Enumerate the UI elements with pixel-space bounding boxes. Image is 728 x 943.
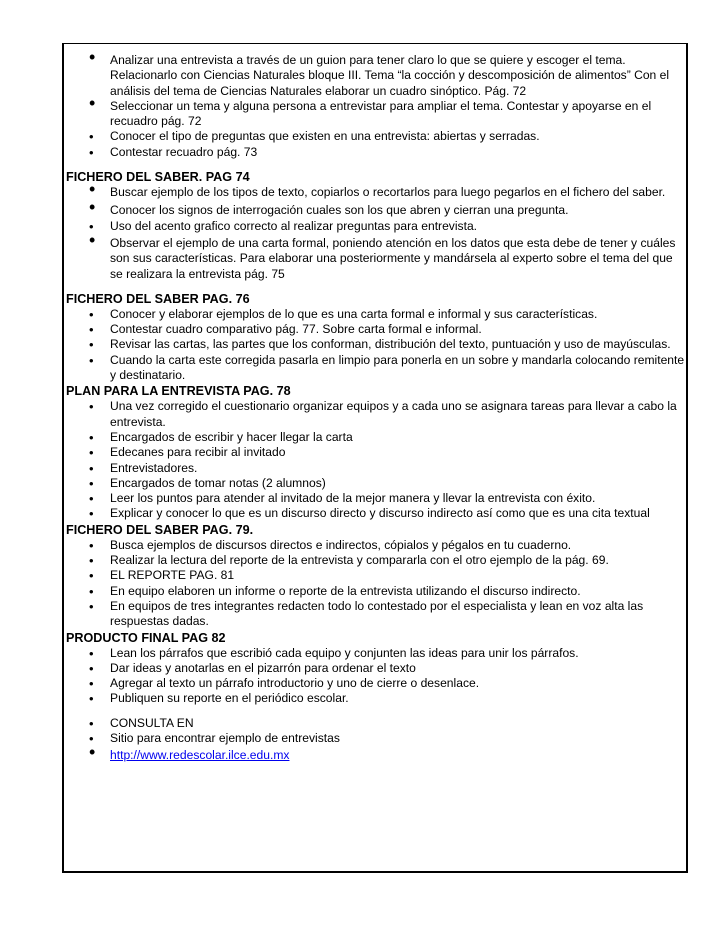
bullet-icon: •: [89, 506, 94, 522]
list-item: • CONSULTA EN: [89, 715, 194, 731]
bullet-icon: •: [89, 129, 94, 145]
bullet-icon: •: [89, 660, 94, 676]
bullet-icon: •: [89, 553, 94, 569]
section-list: [66, 538, 688, 630]
bullet-icon: •: [89, 429, 94, 445]
list-item: • Sitio para encontrar ejemplo de entrevistas: [89, 730, 340, 746]
bullet-icon: •: [89, 218, 94, 234]
bullet-icon: •: [89, 197, 96, 218]
section-plan-78: [66, 383, 688, 521]
bullet-icon: •: [89, 306, 94, 322]
list-item: • Leer los puntos para atender al invitado de la mejor manera y llevar la entrevista con éxito.: [89, 491, 596, 507]
section-heading: FICHERO DEL SABER PAG. 76: [66, 291, 250, 306]
list-item: • Encargados de tomar notas (2 alumnos): [89, 475, 326, 491]
section-heading: PLAN PARA LA ENTREVISTA PAG. 78: [66, 384, 291, 399]
bullet-icon: •: [89, 144, 94, 160]
list-item: • Agregar al texto un párrafo introductorio y uno de cierre o desenlace.: [89, 676, 480, 692]
bullet-icon: •: [89, 645, 94, 661]
bullet-icon: •: [89, 475, 94, 491]
list-item: • Seleccionar un tema y alguna persona a entrevistar para ampliar el tema. Contestar y apoyarse en el recuadro pág. 72: [89, 92, 652, 129]
section-list: [66, 646, 688, 707]
list-item: [66, 742, 688, 763]
bullet-icon: •: [89, 460, 94, 476]
section-heading: PRODUCTO FINAL PAG 82: [66, 630, 226, 645]
bullet-icon: •: [89, 742, 96, 763]
section-fichero-79: [66, 522, 688, 630]
bullet-icon: •: [89, 537, 94, 553]
bullet-icon: •: [89, 445, 94, 461]
bullet-icon: •: [89, 399, 94, 415]
list-item: • Conocer los signos de interrogación cuales son los que abren y cierran una pregunta.: [89, 197, 569, 218]
list-item: • Observar el ejemplo de una carta formal, poniendo atención en los datos que esta debe de tener y cuáles son sus características. Para elaborar una posteriormente y mandársela al experto sobre el tema del que se realizara la entrevista pág. 75: [89, 229, 676, 281]
list-item: • Publiquen su reporte en el periódico escolar.: [89, 691, 349, 707]
list-item: • EL REPORTE PAG. 81: [89, 568, 235, 584]
list-item: • En equipos de tres integrantes redacten todo lo contestado por el especialista y lean en voz alta las respuestas dadas.: [89, 598, 644, 629]
list-item: • Una vez corregido el cuestionario organizar equipos y a cada uno se asignara tareas para llevar a cabo la entrevista.: [89, 399, 677, 429]
list-item: • Edecanes para recibir al invitado: [89, 445, 286, 461]
redescolar-link[interactable]: http://www.redescolar.ilce.edu.mx: [110, 748, 290, 763]
list-item: • En equipo elaboren un informe o reporte de la entrevista utilizando el discurso indirecto.: [89, 583, 581, 599]
list-item: • Contestar cuadro comparativo pág. 77. Sobre carta formal e informal.: [89, 322, 482, 338]
list-item: • Uso del acento grafico correcto al realizar preguntas para entrevista.: [89, 218, 478, 234]
bullet-icon: •: [89, 352, 94, 368]
list-item: • Lean los párrafos que escribió cada equipo y conjunten las ideas para unir los párrafos.: [89, 645, 579, 661]
list-item: • Cuando la carta este corregida pasarla en limpio para ponerla en un sobre y mandarla colocando remitente y destinatario.: [89, 352, 685, 383]
list-item: • Realizar la lectura del reporte de la entrevista y compararla con el otro ejemplo de la pág. 69.: [89, 553, 609, 569]
bullet-icon: •: [89, 730, 94, 746]
bullet-icon: •: [89, 568, 94, 584]
list-item: • Conocer y elaborar ejemplos de lo que es una carta formal e informal y sus características.: [89, 306, 598, 322]
bullet-icon: •: [89, 92, 96, 113]
intro-list: [66, 47, 688, 160]
section-fichero-74: [66, 169, 688, 282]
list-item: • Buscar ejemplo de los tipos de texto, copiarlos o recortarlos para luego pegarlos en el fichero del saber.: [89, 179, 666, 200]
list-item: • Contestar recuadro pág. 73: [89, 144, 258, 160]
bullet-icon: •: [89, 322, 94, 338]
bullet-icon: •: [89, 491, 94, 507]
section-producto-82: [66, 630, 688, 707]
list-item: • Analizar una entrevista a través de un guion para tener claro lo que se quiere y escoger el tema. Relacionarlo con Ciencias Naturales bloque III. Tema “la cocción y descomposición de alimentos” Con el análisis del tema de Ciencias Naturales elaborar un cuadro sinóptico. Pág. 72: [89, 47, 670, 98]
bullet-icon: •: [89, 583, 94, 599]
list-item: • Conocer el tipo de preguntas que existen en una entrevista: abiertas y serradas.: [89, 129, 540, 145]
bullet-icon: •: [89, 598, 94, 614]
bullet-icon: •: [89, 229, 96, 250]
bullet-icon: •: [89, 676, 94, 692]
bullet-icon: •: [89, 337, 94, 353]
list-item: • Encargados de escribir y hacer llegar la carta: [89, 429, 353, 445]
bullet-icon: •: [89, 691, 94, 707]
bullet-icon: •: [89, 715, 94, 731]
bullet-icon: •: [89, 47, 96, 67]
list-item: • Revisar las cartas, las partes que los conforman, distribución del texto, puntuación y uso de mayúsculas.: [89, 337, 671, 353]
section-list: [66, 179, 688, 282]
list-item: • Dar ideas y anotarlas en el pizarrón para ordenar el texto: [89, 660, 416, 676]
section-fichero-76: [66, 291, 688, 383]
list-item: • Entrevistadores.: [89, 460, 198, 476]
section-heading: FICHERO DEL SABER. PAG 74: [66, 170, 250, 185]
list-item: • Explicar y conocer lo que es un discurso directo y discurso indirecto así como que es una cita textual: [89, 506, 650, 522]
consulta-list: [66, 716, 688, 764]
section-heading: FICHERO DEL SABER PAG. 79.: [66, 522, 254, 537]
section-list: [66, 307, 688, 383]
list-item: • Busca ejemplos de discursos directos e indirectos, cópialos y pégalos en tu cuaderno.: [89, 537, 572, 553]
bullet-icon: •: [89, 179, 96, 200]
section-list: [66, 399, 688, 521]
document-body: [66, 47, 688, 764]
